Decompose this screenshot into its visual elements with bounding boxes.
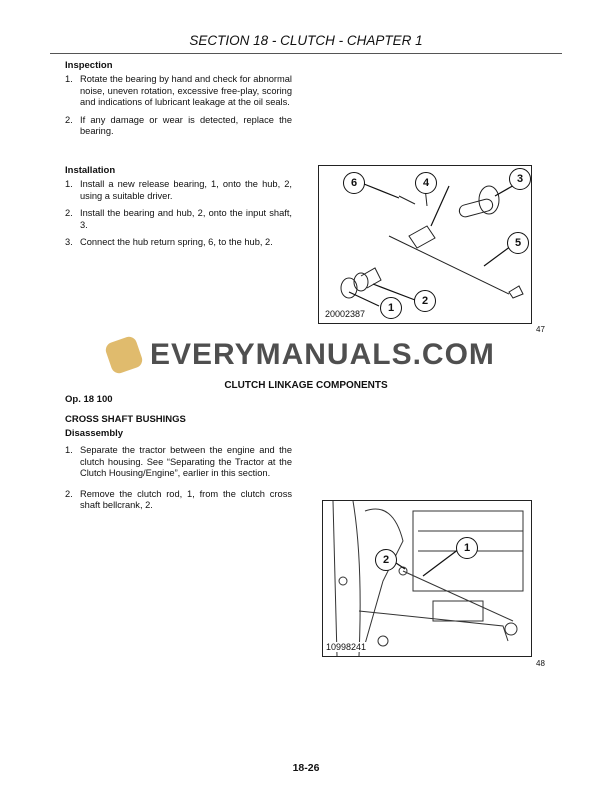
header-rule [50, 53, 562, 54]
callout-4: 4 [415, 172, 437, 194]
list-item: 3. Connect the hub return spring, 6, to the hub, 2. [65, 237, 292, 249]
callout-5: 5 [507, 232, 529, 254]
clutch-linkage-illustration [323, 501, 531, 656]
callout-2: 2 [414, 290, 436, 312]
section-title: CLUTCH LINKAGE COMPONENTS [224, 380, 388, 391]
inspection-steps [65, 74, 292, 144]
callout-1: 1 [456, 537, 478, 559]
callout-3: 3 [509, 168, 531, 190]
list-item: 1. Rotate the bearing by hand and check for abnormal noise, uneven rotation, excessive free-play, scoring and indications of lubricant leakage at the oil seals. [65, 74, 292, 108]
disassembly-heading: Disassembly [65, 428, 124, 439]
disassembly-steps [65, 445, 292, 518]
callout-2: 2 [375, 549, 397, 571]
list-item: 2. Remove the clutch rod, 1, from the clutch cross shaft bellcrank, 2. [65, 488, 292, 511]
installation-heading: Installation [65, 165, 116, 176]
figure-number: 47 [536, 325, 545, 334]
watermark-logo [104, 335, 145, 376]
figure-47-bearing-hub [318, 165, 532, 324]
callout-6: 6 [343, 172, 365, 194]
step-text: Remove the clutch rod, 1, from the clutch cross shaft bellcrank, 2. [80, 488, 292, 511]
figure-48-clutch-linkage [322, 500, 532, 657]
installation-steps [65, 179, 292, 255]
page-number: 18-26 [292, 762, 320, 774]
step-text: Install a new release bearing, 1, onto the hub, 2, using a suitable driver. [80, 179, 292, 201]
figure-part-number: 20002387 [325, 309, 366, 319]
figure-part-number: 10998241 [326, 642, 367, 652]
step-text: Rotate the bearing by hand and check for abnormal noise, uneven rotation, excessive free-play, scoring and indications of lubricant leakage at the oil seals. [80, 74, 292, 108]
figure-number: 48 [536, 659, 545, 668]
step-text: Install the bearing and hub, 2, onto the input shaft, 3. [80, 208, 292, 230]
list-item: 1. Separate the tractor between the engine and the clutch housing. See “Separating the Tractor at the Clutch Housing/Engine”, earlier in this section. [65, 445, 292, 479]
step-text: If any damage or wear is detected, replace the bearing. [80, 114, 292, 137]
subsection-title: CROSS SHAFT BUSHINGS [65, 414, 186, 425]
list-item: 1. Install a new release bearing, 1, onto the hub, 2, using a suitable driver. [65, 179, 292, 201]
op-number: Op. 18 100 [65, 394, 113, 405]
watermark: EVERYMANUALS.COM [150, 338, 495, 371]
list-item: 2. If any damage or wear is detected, replace the bearing. [65, 114, 292, 137]
section-header: SECTION 18 - CLUTCH - CHAPTER 1 [189, 33, 423, 48]
inspection-heading: Inspection [65, 60, 113, 71]
list-item: 2. Install the bearing and hub, 2, onto the input shaft, 3. [65, 208, 292, 230]
step-text: Connect the hub return spring, 6, to the hub, 2. [80, 237, 273, 248]
step-text: Separate the tractor between the engine and the clutch housing. See “Separating the Tractor at the Clutch Housing/Engine”, earlier in this section. [80, 445, 292, 479]
callout-1: 1 [380, 297, 402, 319]
